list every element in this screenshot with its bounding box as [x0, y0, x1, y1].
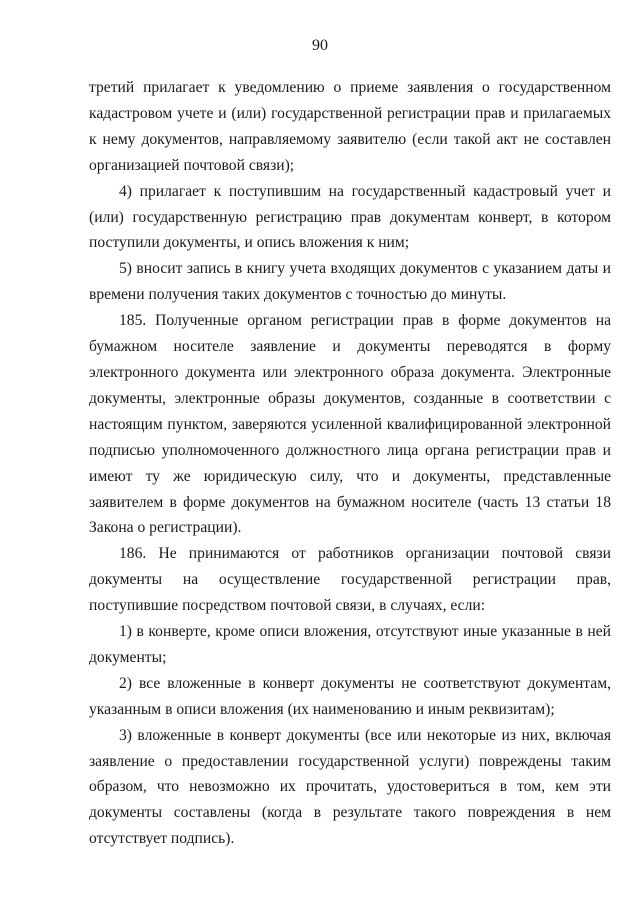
paragraph-clause-185: 185. Полученные органом регистрации прав в форме документов на бумажном носителе заявление и документы переводятся в форму электронного документа или электронного образа документа. Электронные документы, электронные образы документов, созданные в соответствии с настоящим пунктом, заверяются усиленной квалифицированной электронной подписью уполномоченного должностного лица органа регистрации прав и имеют ту же юридическую силу, что и документы, представленные заявителем в форме документов на бумажном носителе (часть 13 статьи 18 Закона о регистрации). — [89, 312, 611, 537]
page-number: 90 — [312, 37, 328, 54]
paragraph-clause-186-item-1: 1) в конверте, кроме описи вложения, отсутствуют иные указанные в ней документы; — [89, 623, 611, 666]
document-body — [89, 75, 611, 852]
paragraph-clause-186-item-3: 3) вложенные в конверт документы (все или некоторые из них, включая заявление о предоставлении государственной услуги) повреждены таким образом, что невозможно их прочитать, удостовериться в том, кем эти документы составлены (когда в результате такого повреждения в нем отсутствует подпись). — [89, 726, 611, 848]
paragraph-continuation: третий прилагает к уведомлению о приеме заявления о государственном кадастровом учете и (или) государственной регистрации прав и прилагаемых к нему документов, направляемому заявителю (если такой акт не составлен организацией почтовой связи); — [89, 79, 611, 174]
paragraph-item-5: 5) вносит запись в книгу учета входящих документов с указанием даты и времени получения таких документов с точностью до минуты. — [89, 260, 611, 304]
paragraph-item-4: 4) прилагает к поступившим на государственный кадастровый учет и (или) государственную регистрацию прав документам конверт, в котором поступили документы, и опись вложения к ним; — [89, 182, 611, 252]
paragraph-clause-186-item-2: 2) все вложенные в конверт документы не соответствуют документам, указанным в описи вложения (их наименованию и иным реквизитам); — [89, 674, 611, 718]
paragraph-clause-186: 186. Не принимаются от работников организации почтовой связи документы на осуществление государственной регистрации прав, поступившие посредством почтовой связи, в случаях, если: — [89, 545, 611, 615]
